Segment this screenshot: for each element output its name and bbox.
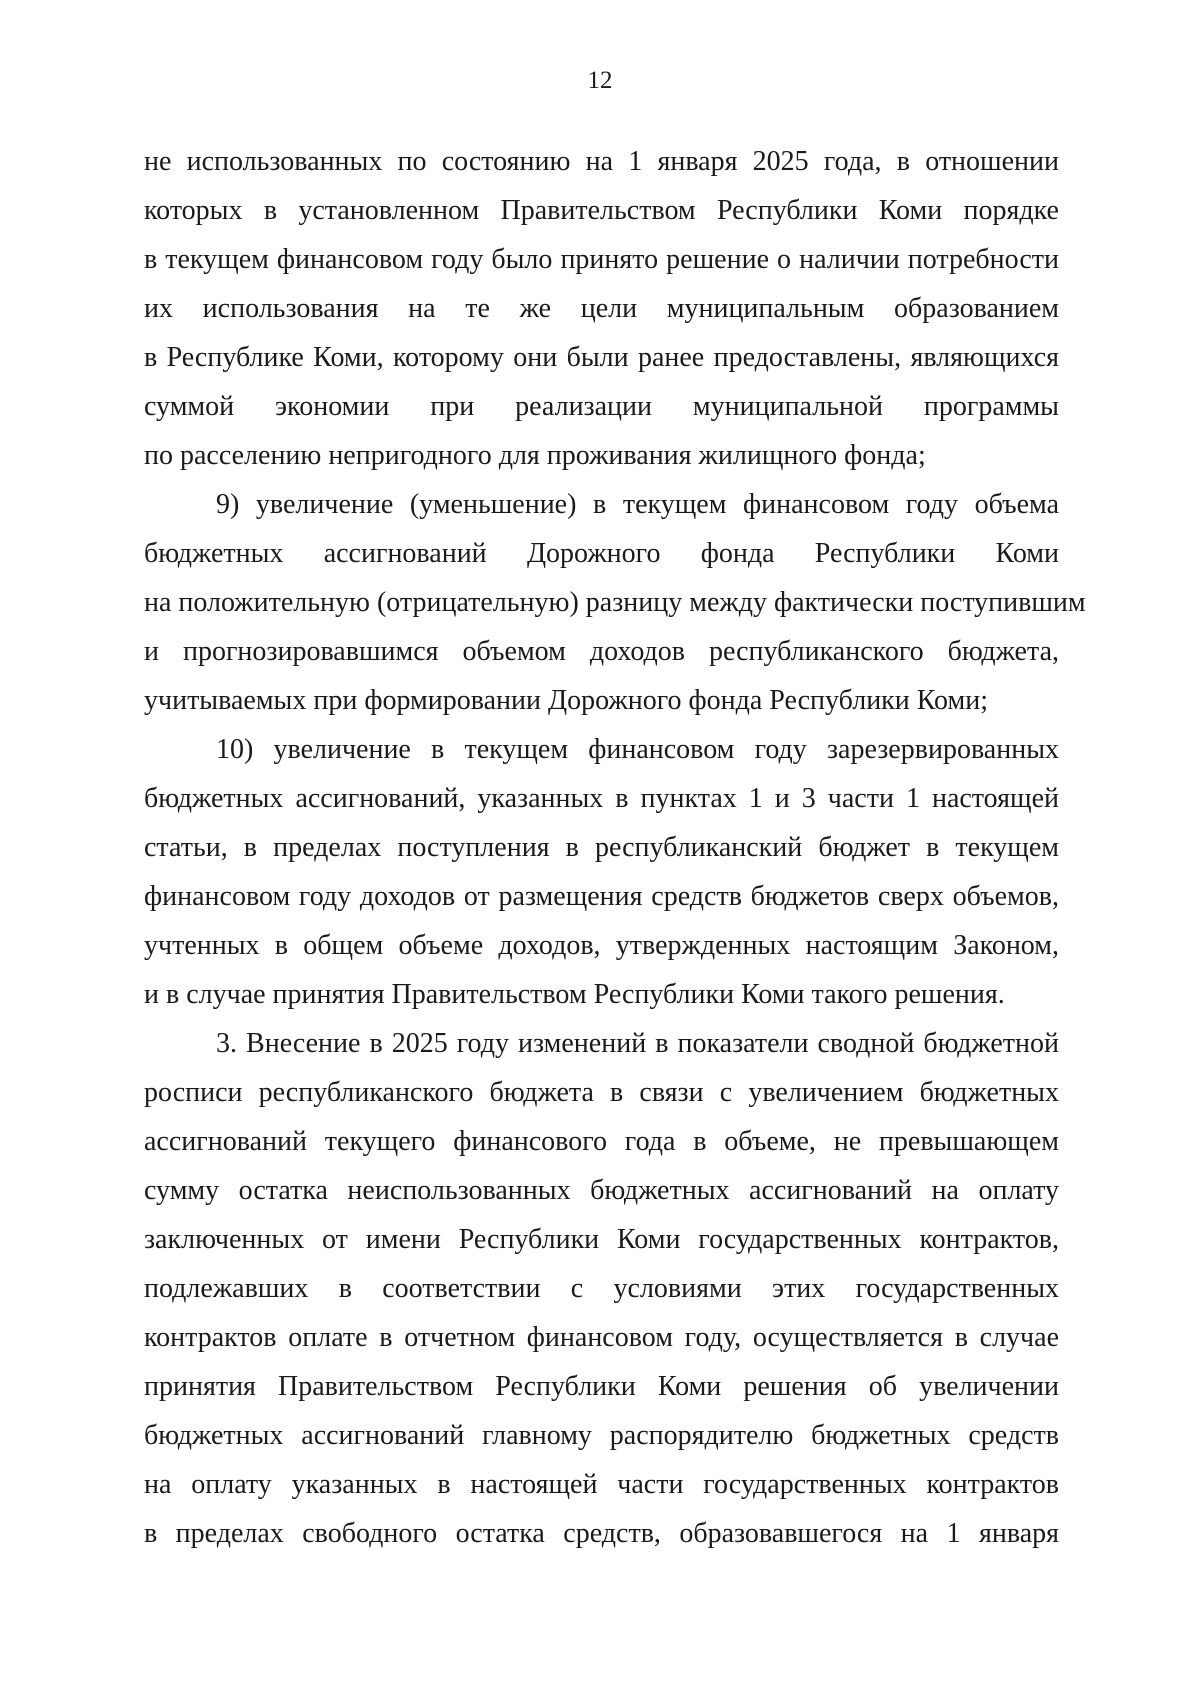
text-line: в Республике Коми, которому они были ранее предоставлены, являющихся <box>144 342 1059 373</box>
text-line: принятия Правительством Республики Коми решения об увеличении <box>144 1371 1059 1402</box>
text-line: которых в установленном Правительством Республики Коми порядке <box>144 195 1059 226</box>
paragraph-10-first-line: 10) увеличение в текущем финансовом году зарезервированных <box>216 734 1059 765</box>
paragraph-9-first-line: 9) увеличение (уменьшение) в текущем финансовом году объема <box>216 489 1059 520</box>
text-line: росписи республиканского бюджета в связи с увеличением бюджетных <box>144 1077 1059 1108</box>
text-line: бюджетных ассигнований главному распорядителю бюджетных средств <box>144 1420 1059 1451</box>
text-line: в текущем финансовом году было принято решение о наличии потребности <box>144 244 1059 275</box>
page-number: 12 <box>587 67 613 94</box>
text-line: их использования на те же цели муниципальным образованием <box>144 293 1059 324</box>
text-line: на положительную (отрицательную) разницу между фактически поступившим <box>144 587 1086 618</box>
text-line: статьи, в пределах поступления в республиканский бюджет в текущем <box>144 832 1059 863</box>
text-line: заключенных от имени Республики Коми государственных контрактов, <box>144 1224 1059 1255</box>
text-line: в пределах свободного остатка средств, образовавшегося на 1 января <box>144 1518 1059 1549</box>
text-line: суммой экономии при реализации муниципальной программы <box>144 391 1059 422</box>
text-line: бюджетных ассигнований, указанных в пунктах 1 и 3 части 1 настоящей <box>144 783 1059 814</box>
text-line: учитываемых при формировании Дорожного фонда Республики Коми; <box>144 685 988 716</box>
text-line: учтенных в общем объеме доходов, утвержденных настоящим Законом, <box>144 930 1059 961</box>
text-line: не использованных по состоянию на 1 января 2025 года, в отношении <box>144 146 1059 177</box>
text-line: сумму остатка неиспользованных бюджетных ассигнований на оплату <box>144 1175 1059 1206</box>
text-line: по расселению непригодного для проживания жилищного фонда; <box>144 440 926 471</box>
section-3-first-line: 3. Внесение в 2025 году изменений в показатели сводной бюджетной <box>216 1028 1059 1059</box>
text-line: подлежавших в соответствии с условиями этих государственных <box>144 1273 1059 1304</box>
body-text <box>144 137 1086 1558</box>
text-line: ассигнований текущего финансового года в объеме, не превышающем <box>144 1126 1059 1157</box>
text-line: бюджетных ассигнований Дорожного фонда Республики Коми <box>144 538 1059 569</box>
text-line: на оплату указанных в настоящей части государственных контрактов <box>144 1469 1059 1500</box>
text-line: контрактов оплате в отчетном финансовом году, осуществляется в случае <box>144 1322 1059 1353</box>
text-line: и в случае принятия Правительством Республики Коми такого решения. <box>144 979 1005 1010</box>
text-line: финансовом году доходов от размещения средств бюджетов сверх объемов, <box>144 881 1059 912</box>
text-line: и прогнозировавшимся объемом доходов республиканского бюджета, <box>144 636 1059 667</box>
